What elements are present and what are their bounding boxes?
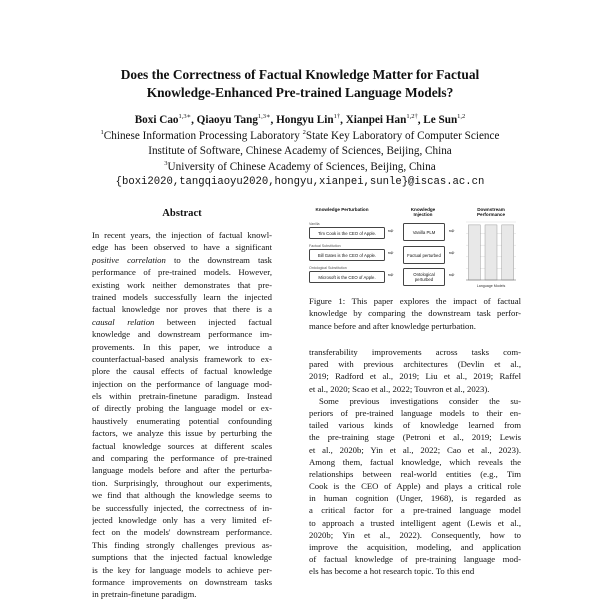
body-line: els has become a hot research topic. To this end [309, 566, 475, 577]
arrow-right-icon: ⇨ [449, 250, 455, 257]
abstract-line: provements. In this paper, we introduce a [92, 341, 272, 352]
affiliation-1: Chinese Information Processing Laboratory [103, 129, 300, 142]
abstract-line: This finding strongly challenges previous as- [92, 539, 272, 550]
body-line: tailed various kinds of knowledge learned from [309, 420, 521, 431]
author-names: Boxi Cao$^{1,3∗}$, Qiaoyu Tang$^{1,3∗}$, Hongyu Lin$^{1\dagger}$, Xianpei Han$^{1,2\dagger}$, Le Sun$^{1,2}$ [134, 113, 466, 126]
figure-col-header-injection: Knowledge Injection [410, 207, 436, 218]
author-name: Xianpei Han [345, 114, 407, 126]
figure-row-label: Vanilla [309, 222, 320, 226]
body-text-right [309, 346, 521, 578]
abstract-line: els within pretrain-finetune paradigm. Instead [92, 391, 272, 402]
body-line: 2020b; Yin et al., 2022). Consequently, how to [309, 529, 521, 540]
abstract-line: causal relation between injected factual [92, 316, 272, 327]
abstract-line: performance of pre-trained models. However, [92, 267, 272, 278]
figure-row-label: Ontological Substitution [309, 266, 347, 270]
body-line: relationships between real-world entities (e.g., Tim [309, 468, 521, 479]
abstract-line: counterfactual-based analysis framework to ex- [92, 353, 272, 364]
body-line: Cook is the CEO of Apple) and plays a critical role [309, 481, 521, 492]
abstract-line: existing work neither demonstrates that pre- [92, 279, 272, 290]
affiliation-2-cont: Institute of Software, Chinese Academy of Sciences, Beijing, China [148, 145, 452, 157]
affiliation-sup: 3 [164, 159, 168, 167]
body-line: transferability improvements across tasks com- [309, 347, 521, 357]
body-line: the pre-training stage (Petroni et al., 2019; Lewis [309, 432, 521, 443]
abstract-line: positive correlation to the downstream task [92, 254, 272, 265]
author-name: Qiaoyu Tang [196, 114, 258, 126]
author-name: Hongyu Lin [276, 114, 334, 126]
author-name: Le Sun [423, 114, 458, 126]
body-line: Some previous investigations consider the su- [319, 395, 521, 406]
affiliation-line-3 [0, 160, 600, 176]
title-line-2: Knowledge-Enhanced Pre-trained Language Models? [146, 85, 454, 100]
figure-caption [309, 295, 521, 332]
arrow-right-icon: ⇨ [449, 272, 455, 279]
arrow-right-icon: ⇨ [388, 272, 394, 279]
abstract-line: In recent years, the injection of factual knowl- [92, 230, 272, 240]
figure-model-box: Vanilla PLM [403, 223, 445, 241]
body-line: et al., 2020; Scao et al., 2022; Touvron et al., 2023). [309, 383, 490, 394]
abstract-body [92, 229, 272, 601]
chart-bars [468, 225, 513, 280]
abstract-line: and comparing the performance of pre-trained [92, 453, 272, 464]
affiliation-2: State Key Laboratory of Computer Science [305, 129, 500, 142]
body-line: in human cognition (Unger, 1968), is regarded as [309, 493, 521, 504]
emphasis-text: causal relation [92, 316, 155, 327]
figure-fact-box: Bill Gates is the CEO of Apple. [309, 249, 385, 261]
chart-bar [502, 225, 514, 280]
abstract-line: of directly probing the language model or ex- [92, 403, 272, 414]
figure-col-header-perturbation: Knowledge Perturbation [315, 207, 369, 212]
abstract-line: haustively enumerating potential confounding [92, 415, 272, 426]
arrow-right-icon: ⇨ [449, 228, 455, 235]
arrow-right-icon: ⇨ [388, 250, 394, 257]
author-sup: 1† [333, 113, 341, 120]
abstract-line: factual knowledge nor proves that there is a [92, 304, 272, 315]
body-line: 2019; Radford et al., 2019; Liu et al., 2019; Raffel [309, 371, 521, 382]
body-line: periors of pre-trained language models to their en- [309, 407, 521, 418]
body-line: et al., 2020b; Yin et al., 2022; Cao et al., 2023). [309, 444, 521, 455]
title-line-1: Does the Correctness of Factual Knowledge Matter for Factual [120, 67, 480, 82]
figure-1 [303, 206, 521, 290]
affiliation-sup: 2 [302, 128, 306, 136]
affiliation-line [0, 129, 600, 145]
abstract-line: tion. Surprisingly, throughout our experiments, [92, 477, 272, 488]
chart-bar [468, 225, 480, 280]
paper-title [0, 66, 600, 102]
author-sup: 1,2 [457, 113, 466, 120]
body-line: pared with previous architectures (Devlin et al., [309, 359, 521, 370]
caption-line: knowledge by comparing the downstream task perfor- [309, 308, 521, 319]
author-sup: 1,3∗ [178, 113, 192, 120]
author-block [0, 113, 600, 191]
abstract-line: sumptions that the injected factual knowledge [92, 552, 272, 563]
abstract-line: is the key for language models to achieve per- [92, 564, 272, 575]
abstract-line: factual knowledge sources at different scales [92, 440, 272, 451]
abstract-line: injection on the performance of language mod- [92, 378, 272, 389]
abstract-line: fect on the models' downstream performance. [92, 527, 272, 538]
affiliation-sup: 1 [100, 128, 104, 136]
caption-line: mance before and after knowledge perturbation. [309, 320, 476, 331]
downstream-bar-chart [463, 218, 519, 290]
body-line: to approach a trusted intelligent agent (Lewis et al., [309, 517, 521, 528]
figure-col-header-performance: Downstream Performance [476, 207, 506, 218]
abstract-line: be successfully injected, the correctness of in- [92, 502, 272, 513]
body-line: Among them, factual knowledge, which reveals the [309, 456, 521, 467]
author-emails: {boxi2020,tangqiaoyu2020,hongyu,xianpei,sunle}@iscas.ac.cn [115, 176, 485, 188]
affiliation-3: University of Chinese Academy of Sciences, Beijing, China [167, 160, 436, 173]
figure-fact-box: Tim Cook is the CEO of Apple. [309, 227, 385, 239]
body-line: of factual knowledge of pre-training language mod- [309, 554, 521, 565]
body-line: improve the acquisition, modeling, and application [309, 542, 521, 552]
chart-bar [485, 225, 497, 280]
author-sup: 1,3∗ [257, 113, 271, 120]
emphasis-text: positive correlation [92, 254, 166, 265]
body-line: a critical factor for a pre-trained language model [309, 505, 521, 516]
caption-line: Figure 1: This paper explores the impact of factual [309, 296, 521, 306]
figure-fact-box: Microsoft is the CEO of Apple. [309, 271, 385, 283]
abstract-line: jected knowledge only has a very limited ef- [92, 514, 272, 525]
chart-x-label: Language Models [476, 284, 506, 288]
figure-row-label: Factual Substitution [309, 244, 341, 248]
abstract-line: trained models successfully learn the injected [92, 291, 272, 302]
abstract-line: in pretrain-finetune paradigm. [92, 589, 197, 600]
abstract-line: we find that although the knowledge seems to [92, 490, 272, 501]
figure-model-box: Factual perturbed [403, 246, 445, 264]
author-sup: 1,2† [406, 113, 418, 120]
figure-model-box: Ontological perturbed [403, 268, 445, 286]
abstract-line: formance improvements on downstream tasks [92, 576, 272, 587]
arrow-right-icon: ⇨ [388, 228, 394, 235]
abstract-line: factors, we analyze this issue by perturbing the [92, 428, 272, 439]
abstract-line: language models before and after the perturba- [92, 465, 272, 476]
abstract-line: plore the causal effects of factual knowledge [92, 366, 272, 377]
abstract-heading: Abstract [162, 208, 202, 219]
abstract-line: knowledge and downstream performance im- [92, 329, 272, 340]
author-name: Boxi Cao [134, 114, 179, 126]
abstract-line: edge has been observed to have a significant [92, 242, 272, 253]
